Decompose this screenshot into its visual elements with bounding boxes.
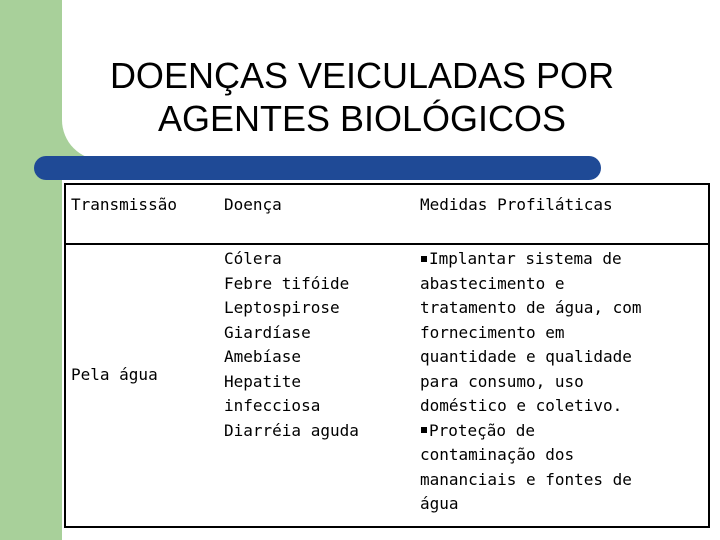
measure-line: abastecimento e: [420, 273, 565, 293]
measure-line: mananciais e fontes de: [420, 469, 632, 489]
header-prophylactic-measures: Medidas Profiláticas: [420, 195, 613, 214]
measure-line: contaminação dos: [420, 445, 575, 464]
decorative-blue-rule: [34, 156, 601, 180]
disease-item: Febre tifóide: [224, 273, 350, 293]
disease-table: [64, 183, 710, 528]
slide-title: [62, 54, 662, 140]
table-header-row: [66, 185, 708, 243]
square-bullet-icon: [421, 427, 427, 433]
slide-title-line-2: AGENTES BIOLÓGICOS: [157, 98, 567, 139]
slide-title-line-1: DOENÇAS VEICULADAS POR: [109, 55, 615, 96]
disease-item: Leptospirose: [224, 298, 340, 317]
transmission-cell: Pela água: [71, 365, 158, 384]
measure-line: [420, 419, 705, 444]
measure-text: Implantar sistema de: [429, 249, 622, 268]
measure-line: água: [420, 494, 459, 513]
measure-line: doméstico e coletivo.: [420, 396, 623, 415]
header-disease: Doença: [224, 195, 282, 214]
disease-item: Amebíase: [224, 347, 302, 366]
disease-item: Hepatite: [224, 371, 302, 391]
table-row: [66, 245, 708, 526]
square-bullet-icon: [421, 256, 427, 262]
measure-text: Proteção de: [429, 420, 535, 440]
header-transmission: Transmissão: [71, 195, 177, 214]
measure-line: quantidade e qualidade: [420, 347, 632, 366]
measure-line: [420, 247, 705, 272]
disease-item: Diarréia aguda: [224, 420, 359, 440]
measure-line: fornecimento em: [420, 322, 565, 342]
disease-item: Cólera: [224, 249, 282, 268]
measure-line: tratamento de água, com: [420, 298, 642, 317]
disease-item: infecciosa: [224, 396, 321, 415]
disease-item: Giardíase: [224, 322, 311, 342]
diseases-cell: [224, 247, 409, 443]
measure-line: para consumo, uso: [420, 371, 584, 391]
measures-cell: [420, 247, 705, 517]
